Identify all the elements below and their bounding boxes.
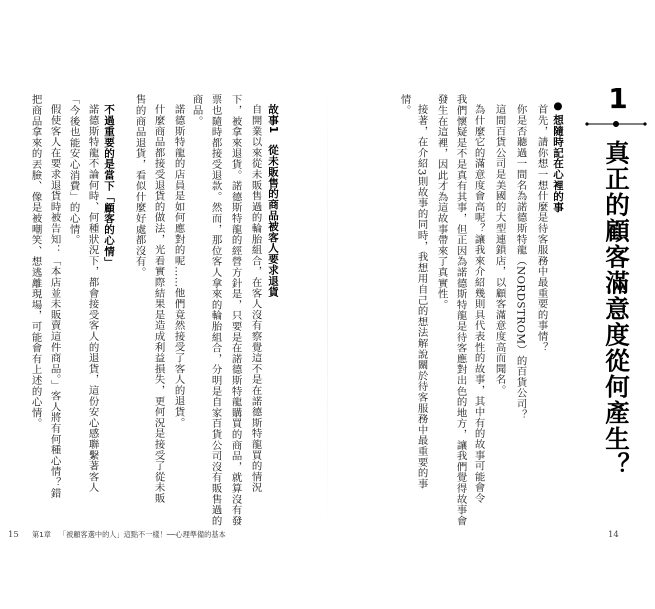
paragraph: 諾德斯特龍不論何時、何種狀況下，都會接受客人的退貨，這份安心感聯繫著客人 bbox=[86, 104, 99, 493]
page-number-left: 15 bbox=[8, 530, 19, 540]
paragraph: 下，被拿來退貨。諾德斯特龍的經營方針是，只要是在諾德斯特龍購買的商品，就算沒有發 bbox=[229, 94, 242, 526]
paragraph: 自開業以來從未販售過的輪胎組合，在客人沒有察覺這不是在諾德斯特龍買的情況 bbox=[249, 104, 262, 493]
paragraph: 假使客人在要求退貨時被告知：「本店並未販賣這件商品。」客人將有何種心情？錯 bbox=[48, 104, 61, 499]
paragraph: 這間百貨公司是美國的大型連鎖店，以顧客滿意度高而聞名。 bbox=[493, 104, 506, 396]
page-number-right: 14 bbox=[608, 530, 619, 540]
paragraph: 商品。 bbox=[190, 94, 203, 127]
paragraph: 情。 bbox=[398, 94, 411, 116]
footer-title: 「被顧客選中的人」這點不一樣！──心理準備的基本 bbox=[58, 530, 226, 539]
chapter-title: 真正的顧客滿意度從何產生？ bbox=[602, 140, 631, 478]
paragraph: 你是否聽過一間名為諾德斯特龍（NORDSTROM）的百貨公司？ bbox=[514, 104, 527, 420]
chapter-number: 1 bbox=[608, 82, 628, 115]
footer-chapter: 第1章 bbox=[32, 530, 51, 539]
running-footer bbox=[32, 530, 226, 540]
paragraph: 售的商品退貨，看似什麼好處都沒有。 bbox=[133, 94, 146, 278]
paragraph: 接著，在介紹3則故事的同時，我想用自己的想法解說關於待客服務中最重要的事 bbox=[415, 104, 428, 490]
paragraph: 發生在這裡，因此才為這故事帶來了真實性。 bbox=[435, 94, 448, 310]
paragraph: 票也隨時都接受退款。然而，那位客人拿來的輪胎組合，分明是自家百貨公司沒有販售過的 bbox=[209, 94, 222, 526]
paragraph: 為什麼它的滿意度會高呢？讓我來介紹幾則具代表性的故事，其中有的故事可能會令 bbox=[472, 104, 485, 504]
page-gutter bbox=[327, 70, 328, 540]
section-heading-remember: ●想隨時記在心裡的事 bbox=[552, 100, 564, 213]
paragraph: 什麼商品都接受退貨的做法，光看實際結果是造成利益損失，更何況是接受了從未販 bbox=[152, 104, 165, 504]
paragraph: 首先，請你想一想什麼是待客服務中最重要的事情？ bbox=[535, 104, 548, 353]
paragraph: 我們懷疑是不是真有其事，但正因為諾德斯特龍是待客應對出色的地方，讓我們覺得故事會 bbox=[454, 94, 467, 526]
paragraph: 把商品拿來的丟臉、像是被嘲笑、想逃離現場，可能會有上述的心情。 bbox=[29, 94, 42, 429]
story-heading: 故事1 從未販售的商品被客人要求退貨 bbox=[267, 104, 279, 298]
section-heading-customer-feeling: 不過重要的是當下「顧客的心情」 bbox=[103, 104, 115, 268]
chapter-ornament-icon bbox=[585, 118, 647, 130]
bullet-icon: ● bbox=[552, 100, 564, 113]
paragraph: 「今後也能安心消費」的心情。 bbox=[67, 94, 80, 246]
paragraph: 諾德斯特龍的店員是如何應對的呢……他們竟然接受了客人的退貨。 bbox=[172, 104, 185, 428]
